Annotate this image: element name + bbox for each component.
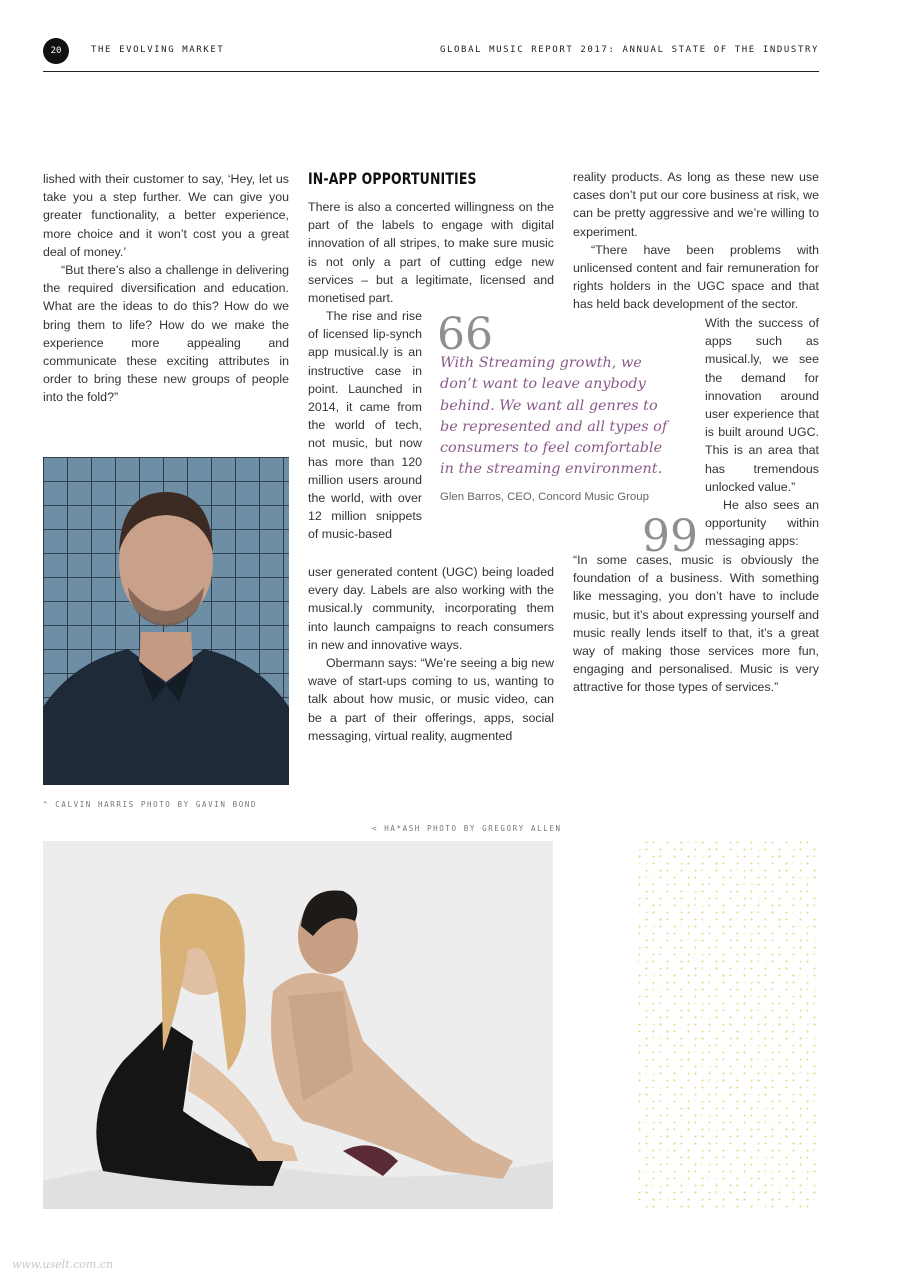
col2-paragraph-2-narrow [308,307,422,544]
col1-paragraph-2: “But there’s also a challenge in delivering the required diversification and education. What are the ideas to do this? How do we bring them to life? How do we make the experience more appealing and communicate these exciting attributes in order to bring these new groups of people into the fold?” [43,263,289,405]
col2-paragraph-2-rest-text: user generated content (UGC) being loaded every day. Labels are also working with the musical.ly community, incorporating them into launch campaigns to reach consumers in new and innovative ways. [308,565,554,652]
dot-pattern-graphic [638,841,819,1209]
publication-title: GLOBAL MUSIC REPORT 2017: ANNUAL STATE OF THE INDUSTRY [440,45,819,55]
watermark: www.uselt.com.cn [12,1258,114,1271]
col2-paragraph-3: Obermann says: “We’re seeing a big new wave of start-ups coming to us, wanting to talk about how music, or music video, can be a part of their offerings, apps, social messaging, virtual reality, augmented [308,656,554,743]
col2-paragraph-1 [308,198,554,307]
col1-paragraph-1: lished with their customer to say, ‘Hey, let us take you a step further. We can give you greater functionality, a better experience, more choice and it won’t cost you a great deal of money.’ [43,172,289,259]
col3-paragraph-3-narrow: He also sees an opportunity within messaging apps: [705,498,819,549]
col2-paragraph-2-narrow-text: The rise and rise of licensed lip-synch app musical.ly is an instructive case in point. Launched in 2014, it came from the world of tech, not music, but now has more than 120 million users around the world, with over 12 million snippets of music-based [308,309,422,542]
col2-paragraph-2-rest [308,563,554,745]
photo1-caption: ^ CALVIN HARRIS PHOTO BY GAVIN BOND [43,800,258,809]
column-three-top [573,168,819,314]
calvin-harris-photo [43,457,289,785]
section-title: THE EVOLVING MARKET [91,45,225,55]
portrait-illustration [43,457,289,785]
ha-ash-photo [43,841,553,1209]
photo2-caption: < HA*ASH PHOTO BY GREGORY ALLEN [372,824,562,833]
col3-paragraph-2: “There have been problems with unlicensed content and fair remuneration for rights holders in the UGC space and that has held back development of the sector. [573,242,819,312]
col3-paragraph-2-narrow: With the success of apps such as musical.ly, we see the demand for innovation around user experience that is built around UGC. This is an area that has tremendous unlocked value.” [705,316,819,494]
section-heading: IN-APP OPPORTUNITIES [308,169,477,188]
duo-illustration [43,841,553,1209]
col3-paragraph-4: “In some cases, music is obviously the foundation of a business. With something like messaging, you don’t have to include music, but it’s about expressing yourself and music really lends itself to that, it’s a great way of making those services more fun, engaging and personalised. Music is very attractive for those types of services.” [573,553,819,695]
pull-quote-attribution: Glen Barros, CEO, Concord Music Group [440,491,649,503]
column-three-bottom [573,551,819,697]
col3-paragraph-1: reality products. As long as these new use cases don’t put our core business at risk, we can be pretty aggressive and we’re willing to experiment. [573,170,819,239]
close-quote-icon: 99 [642,511,698,562]
column-three-narrow [705,314,819,551]
col2-paragraph-1-text: There is also a concerted willingness on the part of the labels to engage with digital innovation of all stripes, to make sure music is not only a part of cutting edge new services – but a legitimate, licensed and monetised part. [308,200,554,306]
decorative-dot-pattern [638,841,819,1209]
column-one [43,170,289,407]
pull-quote-text: With Streaming growth, we don’t want to leave anybody behind. We want all genres to be represented and all types of consumers to feel comfortable in the streaming environment. [440,355,668,478]
header-rule [43,71,819,72]
open-quote-icon: 66 [437,309,493,360]
page-number: 20 [43,38,69,64]
